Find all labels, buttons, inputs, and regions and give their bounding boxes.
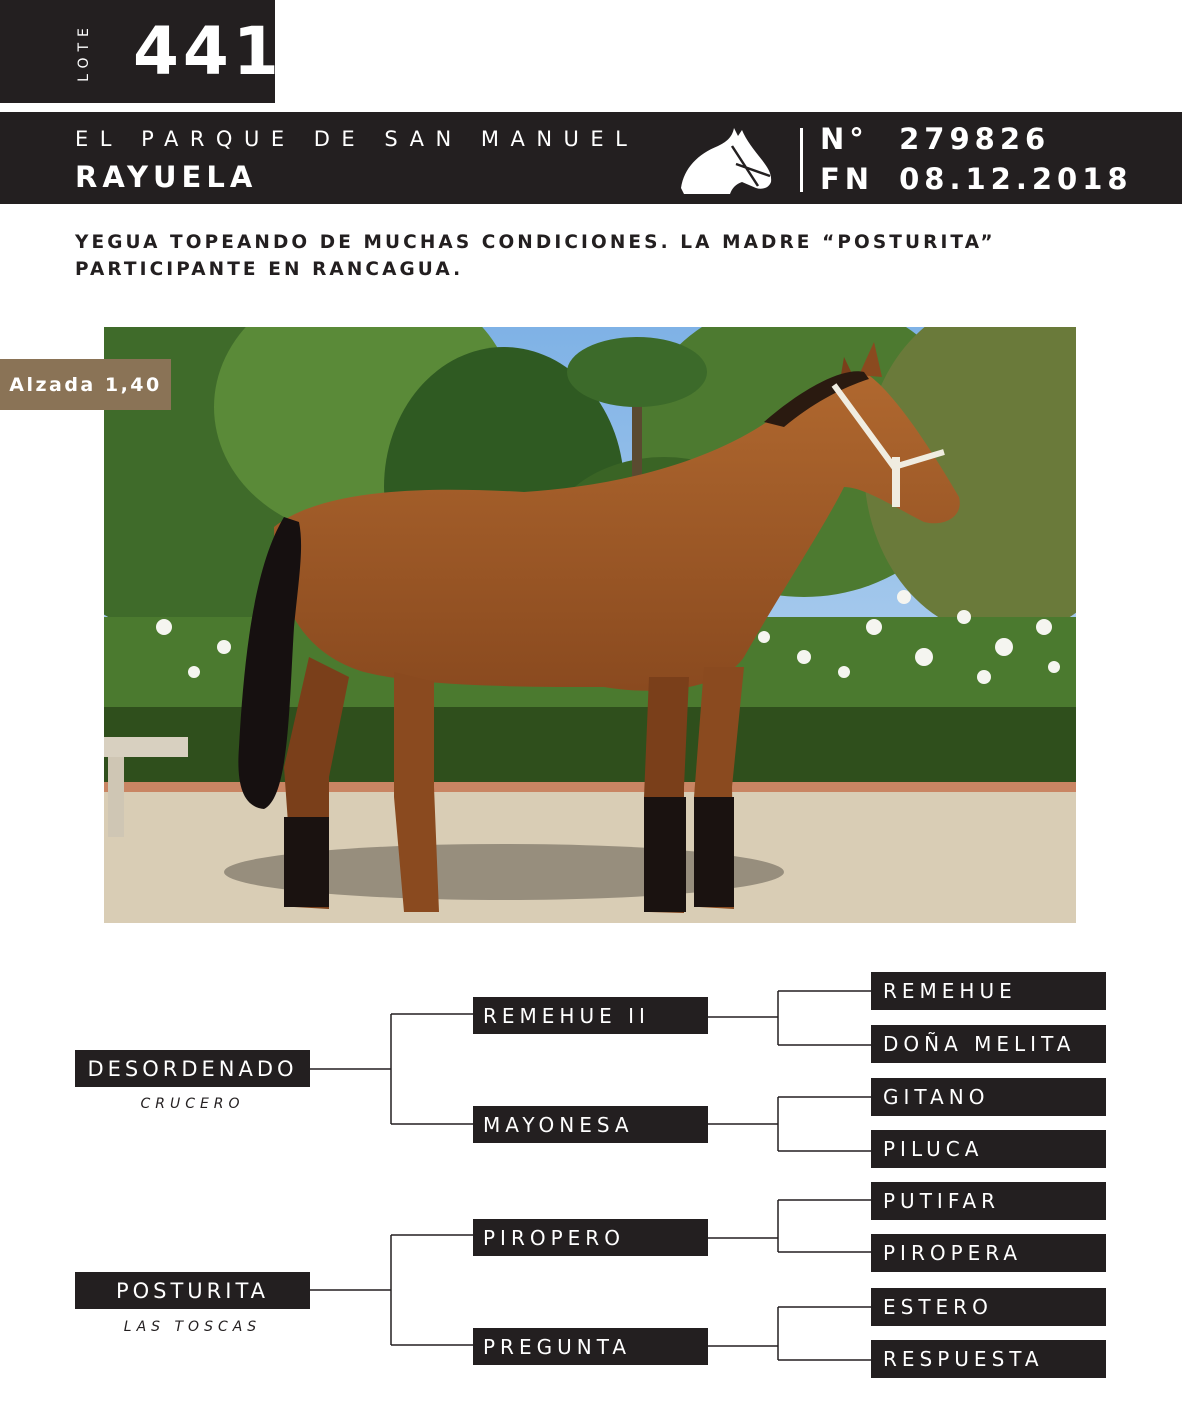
pedigree-sire-sire: REMEHUE II — [473, 997, 708, 1034]
pedigree-dam-breeder: LAS TOSCAS — [123, 1319, 262, 1335]
pedigree-great-grandparent: PUTIFAR — [871, 1182, 1106, 1220]
alzada-badge: Alzada 1,40 — [0, 359, 171, 410]
registration-label: N° — [820, 122, 869, 156]
pedigree-great-grandparent: RESPUESTA — [871, 1340, 1106, 1378]
pedigree-great-grandparent: REMEHUE — [871, 972, 1106, 1010]
pedigree-great-grandparent: ESTERO — [871, 1288, 1106, 1326]
pedigree-sire-dam: MAYONESA — [473, 1106, 708, 1143]
birth-label: FN — [820, 162, 875, 196]
lote-label: LOTE — [76, 21, 92, 82]
pedigree-dam-dam: PREGUNTA — [473, 1328, 708, 1365]
description-line-1: YEGUA TOPEANDO DE MUCHAS CONDICIONES. LA MADRE “POSTURITA” — [75, 232, 996, 253]
pedigree-great-grandparent: GITANO — [871, 1078, 1106, 1116]
lote-number: 441 — [133, 13, 283, 90]
description-line-2: PARTICIPANTE EN RANCAGUA. — [75, 259, 464, 280]
pedigree-dam-sire: PIROPERO — [473, 1219, 708, 1256]
registration-number: 279826 — [899, 122, 1051, 156]
pedigree-great-grandparent: PILUCA — [871, 1130, 1106, 1168]
breeder-name: EL PARQUE DE SAN MANUEL — [75, 127, 639, 151]
pedigree-sire: DESORDENADO — [75, 1050, 310, 1087]
birth-date: 08.12.2018 — [899, 162, 1133, 196]
pedigree-dam: POSTURITA — [75, 1272, 310, 1309]
horse-name: RAYUELA — [75, 160, 258, 194]
pedigree-sire-breeder: CRUCERO — [140, 1096, 245, 1112]
pedigree-great-grandparent: PIROPERA — [871, 1234, 1106, 1272]
pedigree-great-grandparent: DOÑA MELITA — [871, 1025, 1106, 1063]
